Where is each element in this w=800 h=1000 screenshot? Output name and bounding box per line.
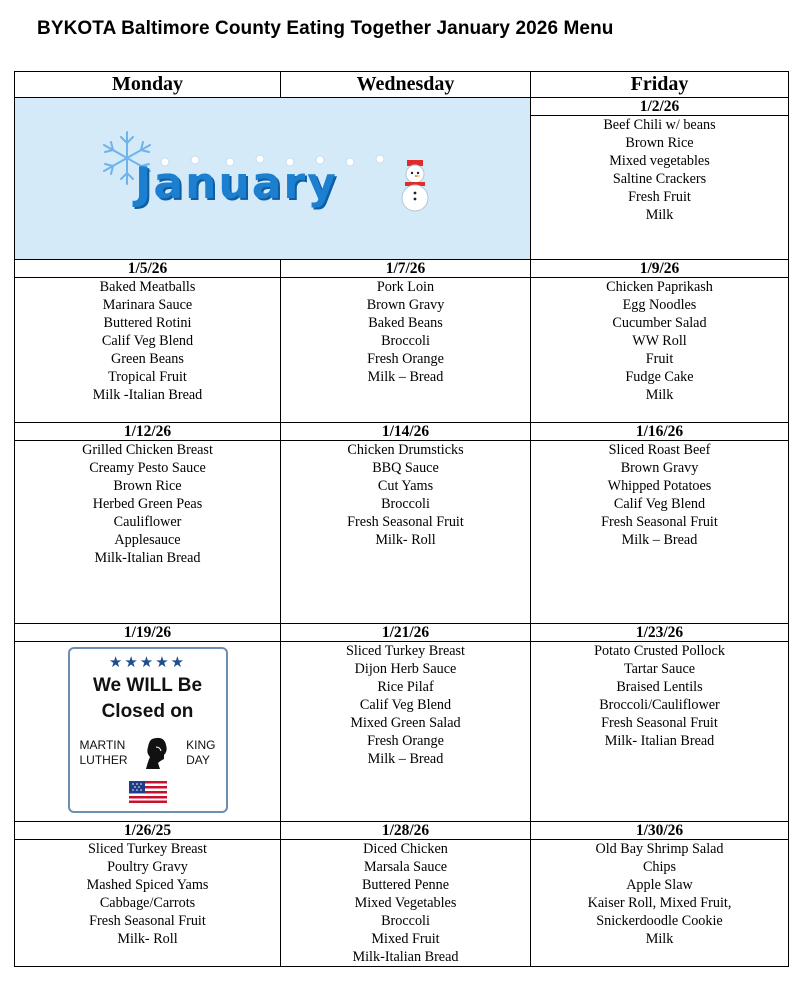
list-item: Diced Chicken [363,841,448,857]
list-item: Rice Pilaf [377,679,434,695]
list-item: Calif Veg Blend [359,697,452,713]
list-item: Brown Gravy [620,460,699,476]
list-item: Fresh Fruit [628,189,691,206]
list-item: Apple Slaw [626,877,693,893]
list-item: Buttered Penne [361,877,450,893]
list-item: Buttered Rotini [103,315,192,331]
list-item: Calif Veg Blend [101,333,194,349]
menu-wednesday-wk5 [281,840,531,967]
page-title: BYKOTA Baltimore County Eating Together January 2026 Menu [37,18,614,39]
list-item: Brown Gravy [366,297,445,313]
list-item: Beef Chili w/ beans [603,117,716,134]
mlk-right-text: KING DAY [186,738,216,767]
list-item: Chicken Drumsticks [347,442,464,458]
list-item: Mixed Vegetables [354,895,457,911]
header-friday: Friday [531,72,789,98]
week1-date-row [15,98,789,116]
list-item: Fresh Orange [367,733,444,749]
list-item: Potato Crusted Pollock [594,643,725,659]
list-item: Broccoli/Cauliflower [599,697,720,713]
list-item: WW Roll [632,333,687,349]
stars-icon: ★★★★★ [108,654,187,671]
banner-january-text: January [135,158,338,209]
list-item: Kaiser Roll, Mixed Fruit, [587,895,732,911]
week4-items-row [15,642,789,822]
list-item: Broccoli [381,913,430,929]
list-item: Sliced Turkey Breast [345,643,465,659]
list-item: Creamy Pesto Sauce [89,460,206,476]
list-item: Milk-Italian Bread [352,949,459,965]
list-item: Milk – Bread [621,532,698,548]
menu-monday-wk3 [15,441,281,624]
week3-date-row [15,423,789,441]
list-item: Mixed Green Salad [350,715,461,731]
list-item: Broccoli [381,333,430,349]
date-friday-wk3: 1/16/26 [531,423,789,441]
list-item: Cabbage/Carrots [99,895,196,911]
mlk-portrait-icon [142,735,172,771]
list-item: Mashed Spiced Yams [86,877,209,893]
list-item: Milk- Roll [375,532,436,548]
menu-monday-wk2 [15,278,281,423]
date-wednesday-wk3: 1/14/26 [281,423,531,441]
list-item: Chips [642,859,677,875]
menu-friday-wk3 [531,441,789,624]
menu-table [14,71,789,967]
date-friday-wk1: 1/2/26 [531,98,789,116]
list-item: Cauliflower [113,514,182,530]
list-item: Milk – Bread [367,369,444,385]
list-item: Tartar Sauce [623,661,696,677]
list-item: Calif Veg Blend [613,496,706,512]
list-item: Fresh Orange [367,351,444,367]
date-wednesday-wk4: 1/21/26 [281,624,531,642]
list-item: Whipped Potatoes [607,478,712,494]
list-item: Poultry Gravy [107,859,188,875]
list-item: Cut Yams [377,478,434,494]
menu-monday-wk5 [15,840,281,967]
date-monday-wk3: 1/12/26 [15,423,281,441]
list-item: Herbed Green Peas [92,496,203,512]
list-item: Milk [645,207,674,224]
date-friday-wk2: 1/9/26 [531,260,789,278]
list-item: Fresh Seasonal Fruit [347,514,464,530]
date-wednesday-wk5: 1/28/26 [281,822,531,840]
list-item: Tropical Fruit [108,369,187,385]
list-item: Marsala Sauce [363,859,448,875]
mlk-left-text: MARTIN LUTHER [79,738,128,767]
list-item: Cucumber Salad [612,315,707,331]
list-item: Fresh Seasonal Fruit [601,715,718,731]
menu-friday-wk2 [531,278,789,423]
list-item: Braised Lentils [616,679,703,695]
menu-wednesday-wk3 [281,441,531,624]
list-item: Milk-Italian Bread [94,550,201,566]
list-item: Milk- Italian Bread [604,733,715,749]
list-item: Broccoli [381,496,430,512]
list-item: Green Beans [111,351,184,367]
closed-line-2: Closed on [101,701,194,722]
list-item: Saltine Crackers [612,171,707,188]
date-monday-wk4: 1/19/26 [15,624,281,642]
closed-line-1: We WILL Be [92,675,203,696]
snowman-icon [395,158,435,212]
list-item: Milk -Italian Bread [92,387,203,403]
date-monday-wk5: 1/26/25 [15,822,281,840]
date-friday-wk5: 1/30/26 [531,822,789,840]
menu-wednesday-wk4 [281,642,531,822]
list-item: Pork Loin [376,279,435,295]
list-item: Milk- Roll [117,931,178,947]
list-item: Sliced Roast Beef [608,442,711,458]
list-item: Fresh Seasonal Fruit [601,514,718,530]
list-item: BBQ Sauce [372,460,439,476]
menu-friday-wk5 [531,840,789,967]
list-item: Fudge Cake [625,369,694,385]
closed-notice-cell [15,642,281,822]
header-monday: Monday [15,72,281,98]
date-friday-wk4: 1/23/26 [531,624,789,642]
week5-date-row [15,822,789,840]
menu-friday-wk1 [531,116,789,260]
list-item: Grilled Chicken Breast [82,442,213,458]
january-banner [15,98,531,260]
list-item: Sliced Turkey Breast [87,841,207,857]
list-item: Old Bay Shrimp Salad [595,841,724,857]
list-item: Milk – Bread [367,751,444,767]
closed-notice-sign [68,647,228,813]
menu-friday-wk4 [531,642,789,822]
list-item: Snickerdoodle Cookie [596,913,723,929]
week2-items-row [15,278,789,423]
list-item: Mixed Fruit [371,931,440,947]
date-wednesday-wk2: 1/7/26 [281,260,531,278]
list-item: Fruit [645,351,674,367]
list-item: Baked Beans [368,315,443,331]
list-item: Fresh Seasonal Fruit [89,913,206,929]
list-item: Chicken Paprikash [606,279,713,295]
list-item: Milk [645,387,674,403]
mlk-row [70,735,226,771]
list-item: Applesauce [114,532,181,548]
week5-items-row [15,840,789,967]
list-item: Brown Rice [113,478,182,494]
list-item: Brown Rice [625,135,694,152]
week3-items-row [15,441,789,624]
list-item: Baked Meatballs [99,279,196,295]
list-item: Milk [645,931,674,947]
date-monday-wk2: 1/5/26 [15,260,281,278]
menu-wednesday-wk2 [281,278,531,423]
us-flag-icon [129,781,167,803]
week2-date-row [15,260,789,278]
list-item: Dijon Herb Sauce [354,661,457,677]
header-row [15,72,789,98]
list-item: Marinara Sauce [102,297,193,313]
list-item: Mixed vegetables [609,153,710,170]
header-wednesday: Wednesday [281,72,531,98]
week4-date-row [15,624,789,642]
list-item: Egg Noodles [622,297,697,313]
